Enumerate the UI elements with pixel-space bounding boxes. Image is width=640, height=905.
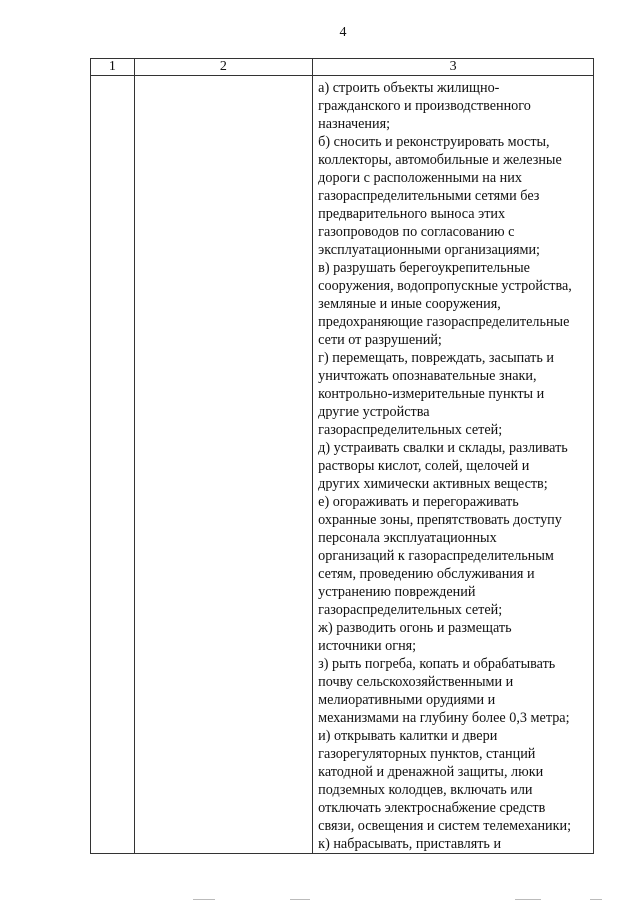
prohibitions-list	[313, 76, 593, 853]
document-table	[90, 58, 594, 854]
text-line: дороги с расположенными на них	[318, 170, 522, 186]
text-line: персонала эксплуатационных	[318, 530, 497, 546]
text-line: назначения;	[318, 116, 391, 132]
text-line: д) устраивать свалки и склады, разливать	[318, 440, 568, 456]
text-line: газораспределительных сетей;	[318, 422, 503, 438]
text-line: механизмами на глубину более 0,3 метра;	[318, 710, 570, 726]
column-header-2: 2	[134, 59, 313, 76]
text-line: других химически активных веществ;	[318, 476, 548, 492]
text-line: земляные и иные сооружения,	[318, 296, 501, 312]
text-line: организаций к газораспределительным	[318, 548, 554, 564]
text-line: связи, освещения и систем телемеханики;	[318, 818, 572, 834]
text-line: уничтожать опознавательные знаки,	[318, 368, 537, 384]
text-line: а) строить объекты жилищно-	[318, 80, 500, 96]
scan-artifact	[193, 899, 215, 900]
text-line: охранные зоны, препятствовать доступу	[318, 512, 562, 528]
text-line: газорегуляторных пунктов, станций	[318, 746, 536, 762]
text-line: газораспределительными сетями без	[318, 188, 540, 204]
text-line: г) перемещать, повреждать, засыпать и	[318, 350, 554, 366]
text-line: з) рыть погреба, копать и обрабатывать	[318, 656, 556, 672]
table-row	[91, 76, 594, 854]
text-line: газораспределительных сетей;	[318, 602, 503, 618]
text-line: растворы кислот, солей, щелочей и	[318, 458, 530, 474]
text-line: в) разрушать берегоукрепительные	[318, 260, 530, 276]
text-line: предварительного выноса этих	[318, 206, 506, 222]
text-line: отключать электроснабжение средств	[318, 800, 546, 816]
scan-artifact	[515, 899, 541, 900]
text-line: сети от разрушений;	[318, 332, 442, 348]
text-line: катодной и дренажной защиты, люки	[318, 764, 544, 780]
text-line: устранению повреждений	[318, 584, 476, 600]
table-cell-col3	[313, 76, 594, 854]
text-line: источники огня;	[318, 638, 417, 654]
table-cell-col2	[134, 76, 313, 854]
text-line: коллекторы, автомобильные и железные	[318, 152, 562, 168]
text-line: подземных колодцев, включать или	[318, 782, 533, 798]
text-line: е) огораживать и перегораживать	[318, 494, 519, 510]
text-line: сооружения, водопропускные устройства,	[318, 278, 572, 294]
text-line: мелиоративными орудиями и	[318, 692, 496, 708]
text-line: сетям, проведению обслуживания и	[318, 566, 535, 582]
text-line: другие устройства	[318, 404, 430, 420]
text-line: к) набрасывать, приставлять и	[318, 836, 502, 852]
scan-artifact	[590, 899, 602, 900]
text-line: гражданского и производственного	[318, 98, 531, 114]
text-line: предохраняющие газораспределительные	[318, 314, 570, 330]
table-header-row	[91, 59, 594, 76]
text-line: эксплуатационными организациями;	[318, 242, 541, 258]
text-line: контрольно-измерительные пункты и	[318, 386, 545, 402]
column-header-1: 1	[91, 59, 135, 76]
text-line: ж) разводить огонь и размещать	[318, 620, 512, 636]
text-line: почву сельскохозяйственными и	[318, 674, 514, 690]
table-cell-col1	[91, 76, 135, 854]
column-header-3: 3	[313, 59, 594, 76]
page-number: 4	[339, 25, 347, 40]
text-line: б) сносить и реконструировать мосты,	[318, 134, 550, 150]
scan-artifact	[290, 899, 310, 900]
text-line: и) открывать калитки и двери	[318, 728, 498, 744]
text-line: газопроводов по согласованию с	[318, 224, 515, 240]
